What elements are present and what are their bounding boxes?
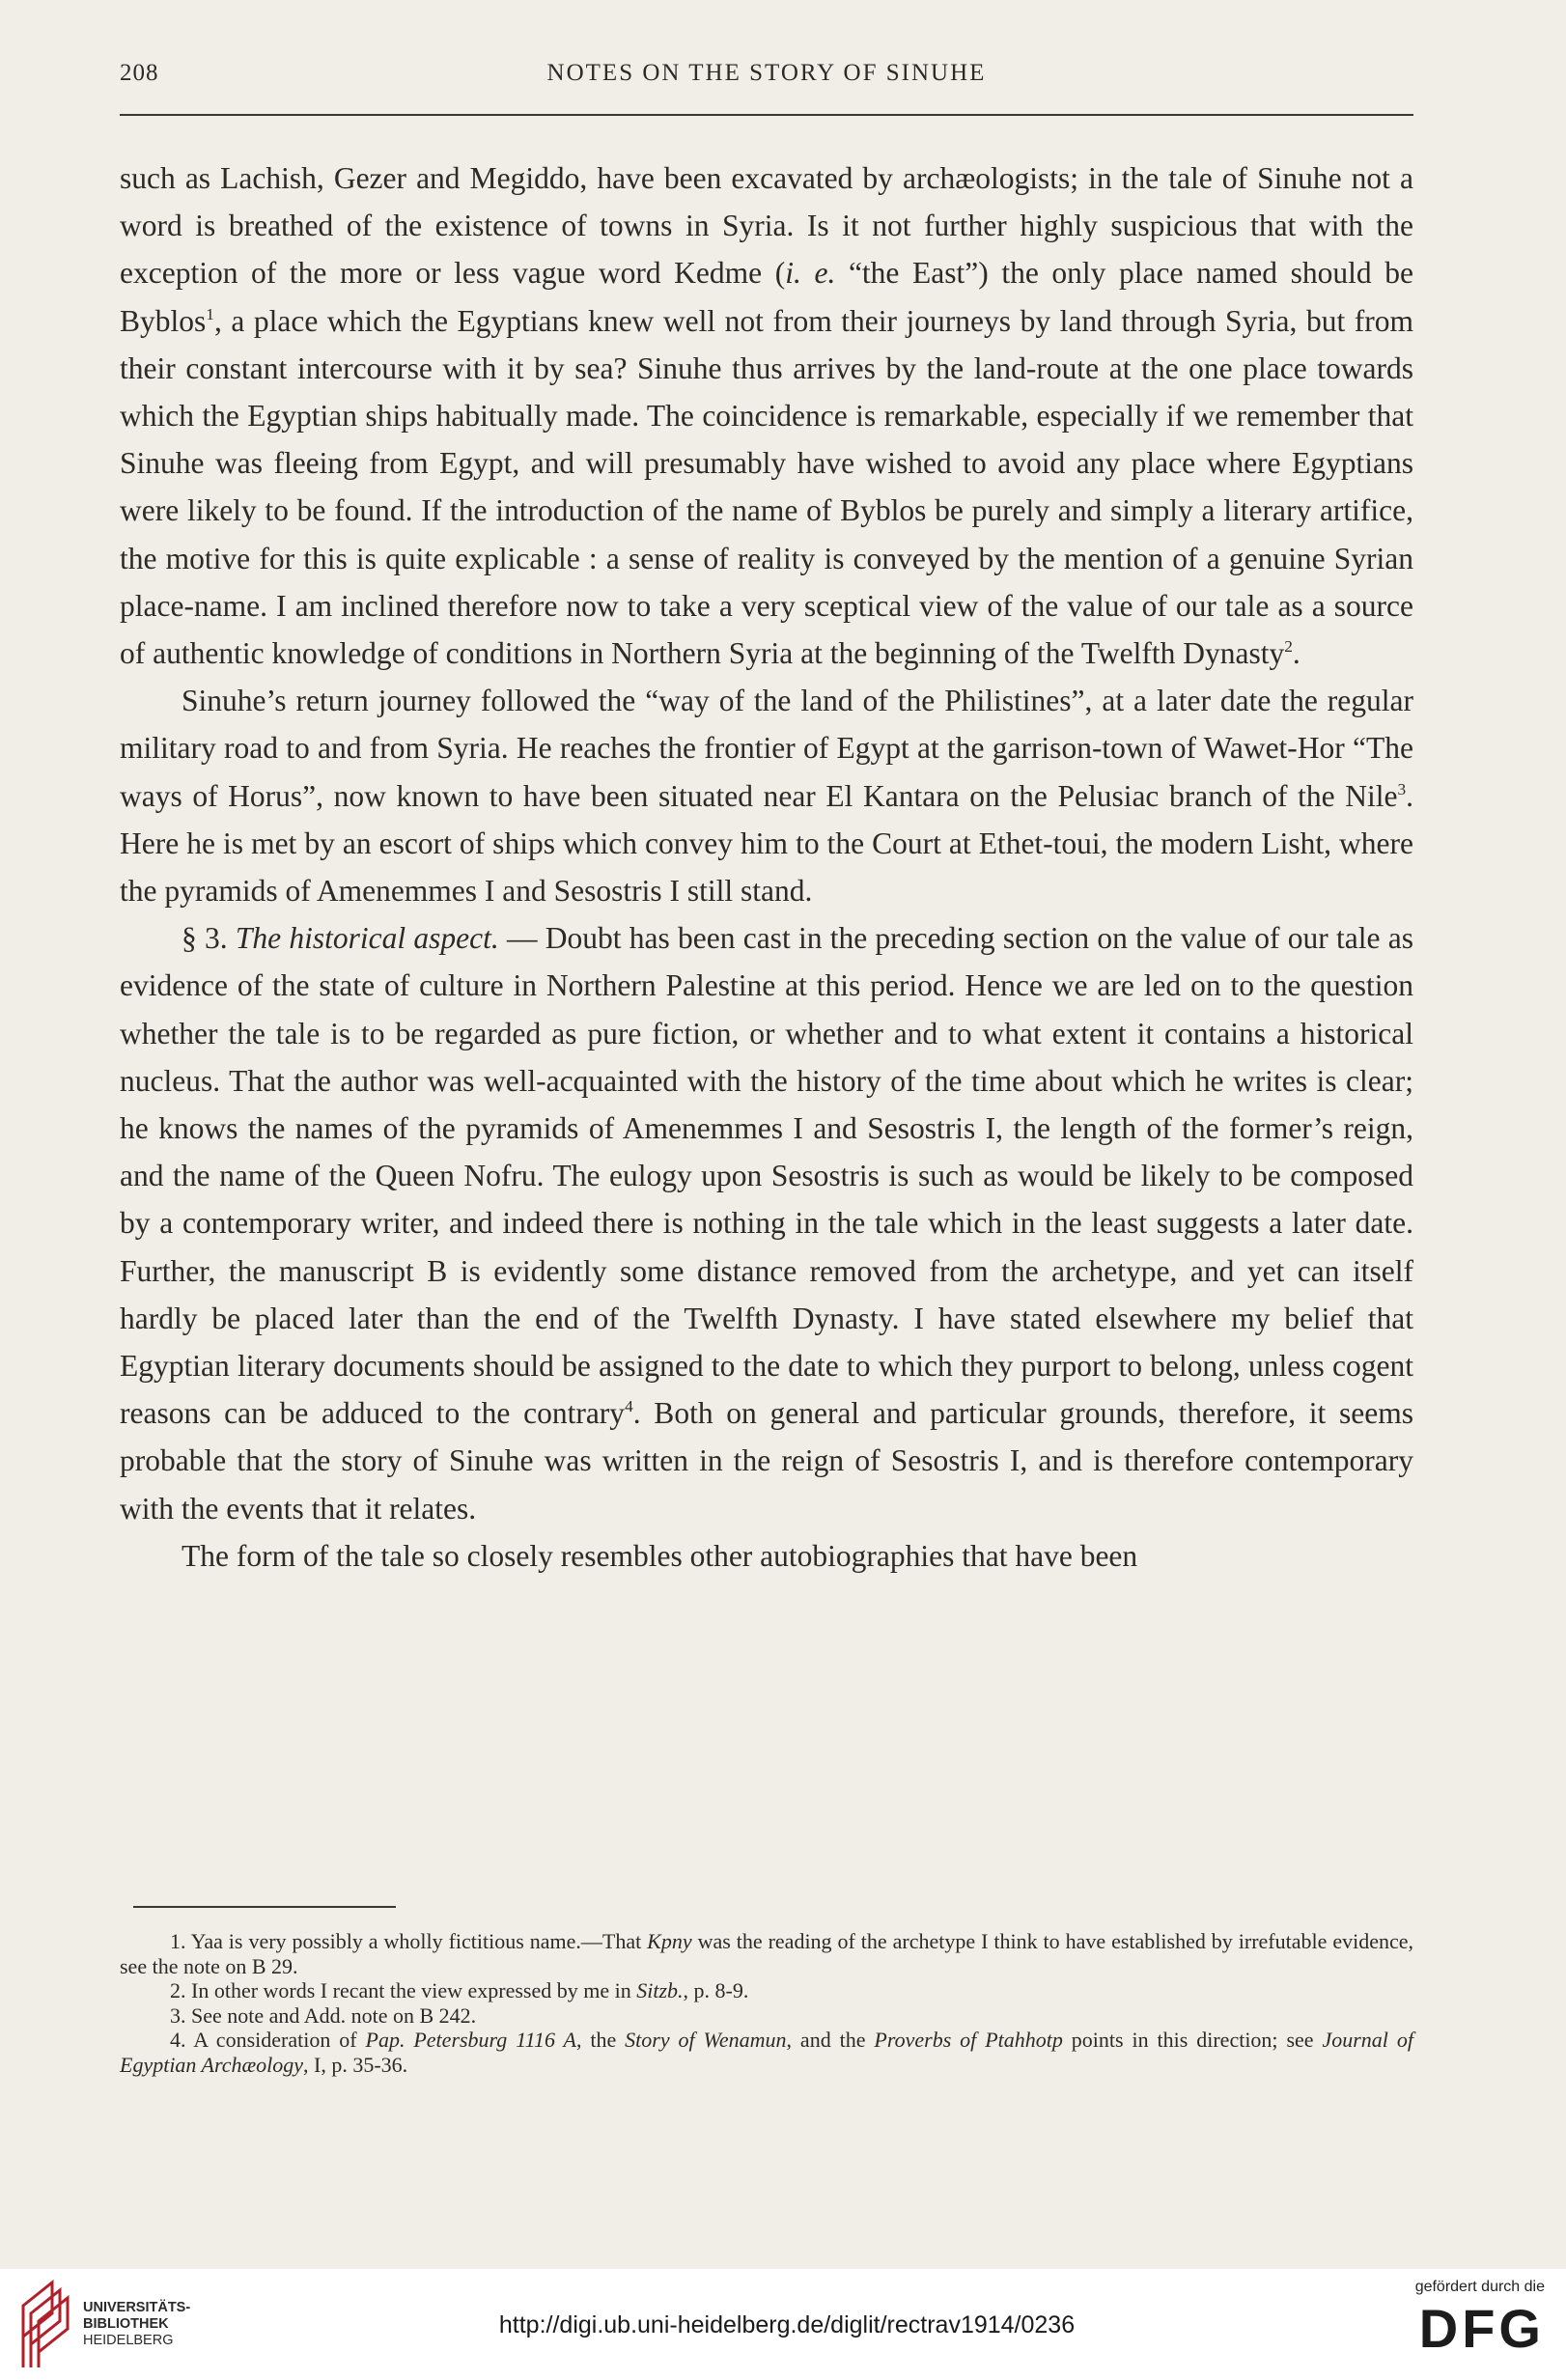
footnote-ref-1[interactable]: 1 <box>206 304 214 323</box>
italic-run: Pap. Petersburg 1116 A <box>365 2028 576 2052</box>
paragraph-4 <box>120 1532 1413 1580</box>
library-logo[interactable] <box>14 2275 226 2371</box>
text-run: such as Lachish, Gezer and Megiddo, have been excavated by archæologists; in the tale of Sinuhe not a word is breathed of the existence of towns in Syria. Is it not further highly suspicious that with the exception of the more or less vague word Kedme ( <box>120 161 1413 291</box>
text-run: . Both on general and particular grounds, therefore, it seems probable that the story of Sinuhe was written in the reign of Sesostris I, and is therefore contemporary with the events that it relates. <box>120 1396 1413 1526</box>
library-name-line-2: BIBLIOTHEK <box>83 2316 169 2332</box>
text-run: 4. A consideration of <box>170 2028 366 2052</box>
page-number: 208 <box>120 60 159 86</box>
funded-by-label: gefördert durch die <box>1414 2279 1545 2295</box>
text-run: , and the <box>786 2028 875 2052</box>
footnote-2 <box>120 1978 1413 2003</box>
text-run: , p. 8-9. <box>683 1978 749 2002</box>
text-run: 3. See note and Add. note on B 242. <box>170 2002 477 2028</box>
footnote-rule <box>133 1906 396 1908</box>
body-text <box>120 154 1413 1580</box>
text-run: points in this direction; see <box>1062 2028 1323 2052</box>
funding-logo[interactable] <box>1361 2279 1545 2358</box>
library-name <box>83 2300 190 2349</box>
text-run: The form of the tale so closely resembles other autobiographies that have been <box>182 1538 1138 1573</box>
text-run: . <box>1292 636 1300 671</box>
text-run: 1. Yaa is very possibly a wholly fictitious name.—That <box>170 1929 648 1953</box>
text-run: “the East”) the only place named should be Byblos <box>120 256 1413 338</box>
footnote-ref-3[interactable]: 3 <box>1397 779 1407 798</box>
footnote-3 <box>120 2003 1413 2029</box>
library-logo-icon <box>14 2275 77 2371</box>
italic-run: Proverbs of Ptahhotp <box>874 2028 1063 2052</box>
paragraph-1 <box>120 154 1413 677</box>
text-run: was the reading of the archetype I think to have established by irrefutable evidence, see the note on B 29. <box>120 1929 1413 1978</box>
paragraph-2 <box>120 677 1413 914</box>
paragraph-3 <box>120 914 1413 1532</box>
section-number: § 3. <box>182 921 236 956</box>
viewer-footer <box>0 2269 1566 2380</box>
text-run: 2. In other words I recant the view expressed by me in <box>170 1978 637 2002</box>
italic-run: Sitzb. <box>636 1978 684 2002</box>
text-run: — Doubt has been cast in the preceding section on the value of our tale as evidence of the state of culture in Northern Palestine at this period. Hence we are led on to the question whether the tale is to be regarded as pure fiction, or whether and to what extent it contains a historical nucleus. That the author was well-acquainted with the history of the time about which he writes is clear; he knows the names of the pyramids of Amenemmes I and Sesostris I, the length of the former’s reign, and the name of the Queen Nofru. The eulogy upon Sesostris is such as would be likely to be composed by a contemporary writer, and indeed there is nothing in the tale which in the least suggests a later date. Further, the manuscript B is evidently some distance removed from the archetype, and yet can itself hardly be placed later than the end of the Twelfth Dynasty. I have stated elsewhere my belief that Egyptian literary documents should be assigned to the date to which they purport to belong, unless cogent reasons can be adduced to the contrary <box>120 921 1414 1431</box>
italic-run: Journal of Egyptian Archæology <box>120 2028 1413 2077</box>
footnotes <box>120 1929 1413 2077</box>
italic-run: i. e. <box>785 256 836 291</box>
dfg-logo: DFG <box>1418 2298 1545 2359</box>
footnote-4 <box>120 2028 1413 2077</box>
library-name-line-3: HEIDELBERG <box>83 2333 174 2348</box>
permalink-url[interactable]: http://digi.ub.uni-heidelberg.de/diglit/rectrav1914/0236 <box>498 2311 1076 2338</box>
footnote-ref-4[interactable]: 4 <box>625 1397 633 1416</box>
section-heading: The historical aspect. <box>235 921 499 956</box>
italic-run: Story of Wenamun <box>625 2028 787 2052</box>
text-run: , the <box>575 2028 626 2052</box>
italic-run: Kpny <box>647 1929 692 1953</box>
text-run: , a place which the Egyptians knew well not from their journeys by land through Syria, but from their constant intercourse with it by sea? Sinuhe thus arrives by the land-route at the one place towards which the Egyptian ships habitually made. The coincidence is remarkable, especially if we remember that Sinuhe was fleeing from Egypt, and will presumably have wished to avoid any place where Egyptians were likely to be found. If the introduction of the name of Byblos be purely and simply a literary artifice, the motive for this is quite explicable : a sense of reality is conveyed by the mention of a genuine Syrian place-name. I am inclined therefore now to take a very sceptical view of the value of our tale as a source of authentic knowledge of conditions in Northern Syria at the beginning of the Twelfth Dynasty <box>120 303 1413 671</box>
text-run: . Here he is met by an escort of ships which convey him to the Court at Ethet-toui, the modern Lisht, where the pyramids of Amenemmes I and Sesostris I still stand. <box>120 778 1413 909</box>
running-head <box>120 60 1413 98</box>
footnote-ref-2[interactable]: 2 <box>1284 636 1293 656</box>
header-rule <box>120 114 1413 116</box>
library-name-line-1: UNIVERSITÄTS- <box>83 2300 191 2315</box>
text-run: Sinuhe’s return journey followed the “way of the land of the Philistines”, at a later date the regular military road to and from Syria. He reaches the frontier of Egypt at the garrison-town of Wawet-Hor “The ways of Horus”, now known to have been situated near El Kantara on the Pelusiac branch of the Nile <box>120 684 1413 813</box>
running-title: NOTES ON THE STORY OF SINUHE <box>546 60 987 86</box>
footnote-1 <box>120 1929 1413 1978</box>
text-run: , I, p. 35-36. <box>303 2052 408 2077</box>
